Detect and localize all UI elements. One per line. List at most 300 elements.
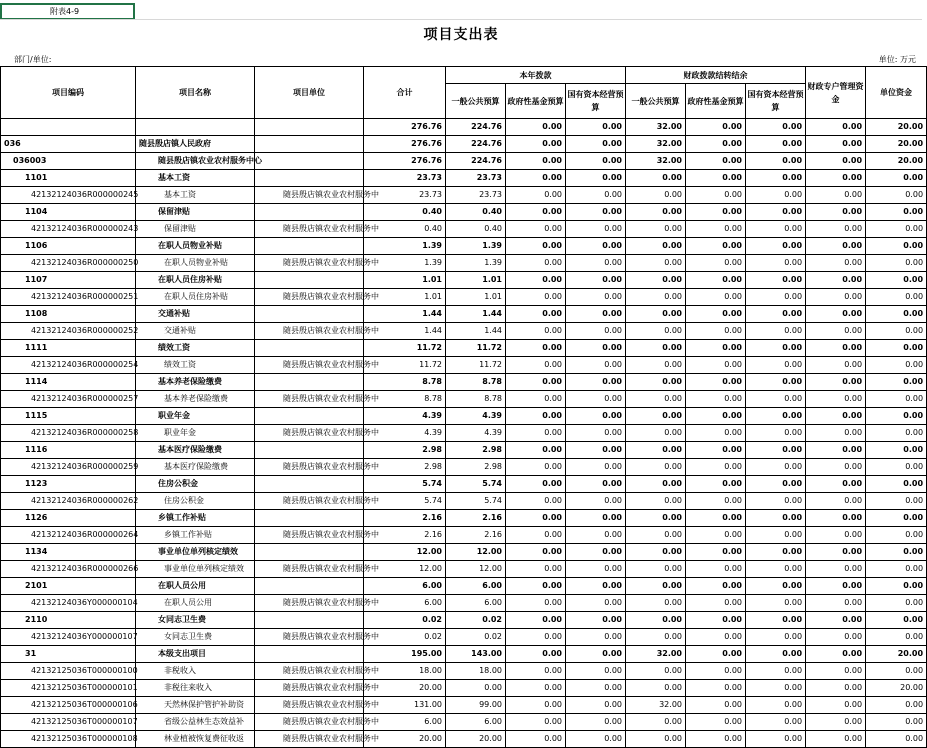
cell-value[interactable]: 224.76 [446,119,506,136]
cell-value[interactable]: 0.00 [866,493,927,510]
cell-value[interactable]: 0.00 [686,136,746,153]
cell-value[interactable]: 0.00 [566,391,626,408]
cell-value[interactable]: 4.39 [446,425,506,442]
cell-value[interactable]: 0.00 [746,595,806,612]
cell-value[interactable]: 0.00 [746,170,806,187]
cell-value[interactable]: 0.00 [686,170,746,187]
cell-value[interactable]: 0.00 [746,544,806,561]
cell-unit[interactable]: 随县殷店镇农业农村服务中 [255,391,364,408]
cell-value[interactable]: 0.00 [686,272,746,289]
cell-value[interactable]: 0.00 [566,221,626,238]
cell-value[interactable]: 0.00 [746,561,806,578]
cell-value[interactable]: 0.00 [866,425,927,442]
cell-value[interactable]: 0.00 [806,442,866,459]
cell-value[interactable]: 0.00 [626,408,686,425]
cell-value[interactable]: 0.00 [626,391,686,408]
cell-name[interactable]: 基本工资 [136,170,255,187]
cell-value[interactable]: 0.00 [866,714,927,731]
cell-value[interactable]: 0.00 [626,187,686,204]
cell-value[interactable]: 0.00 [806,425,866,442]
cell-value[interactable]: 0.00 [566,697,626,714]
cell-value[interactable]: 0.00 [866,221,927,238]
cell-code[interactable]: 42132124036Y000000107 [1,629,136,646]
cell-value[interactable]: 0.00 [746,408,806,425]
cell-value[interactable]: 0.00 [506,272,566,289]
cell-value[interactable]: 1.39 [446,238,506,255]
cell-code[interactable]: 42132124036R000000258 [1,425,136,442]
cell-unit[interactable]: 随县殷店镇农业农村服务中 [255,493,364,510]
cell-value[interactable]: 0.00 [746,442,806,459]
cell-value[interactable]: 143.00 [446,646,506,663]
cell-value[interactable]: 0.00 [566,170,626,187]
cell-code[interactable]: 1134 [1,544,136,561]
cell-value[interactable]: 0.00 [866,629,927,646]
cell-value[interactable]: 0.00 [626,561,686,578]
cell-value[interactable]: 0.00 [566,187,626,204]
cell-value[interactable]: 0.00 [626,357,686,374]
cell-unit[interactable] [255,442,364,459]
cell-value[interactable]: 0.00 [626,272,686,289]
cell-code[interactable]: 31 [1,646,136,663]
cell-value[interactable]: 0.00 [626,544,686,561]
cell-value[interactable]: 0.00 [686,306,746,323]
cell-value[interactable]: 0.00 [566,527,626,544]
cell-value[interactable]: 1.01 [446,272,506,289]
cell-value[interactable]: 0.00 [506,340,566,357]
cell-value[interactable]: 0.00 [806,289,866,306]
cell-value[interactable]: 2.16 [364,527,446,544]
cell-value[interactable]: 195.00 [364,646,446,663]
cell-value[interactable]: 23.73 [446,170,506,187]
cell-value[interactable]: 6.00 [364,578,446,595]
cell-value[interactable]: 0.00 [566,629,626,646]
cell-value[interactable]: 0.00 [746,612,806,629]
cell-code[interactable]: 42132124036R000000252 [1,323,136,340]
cell-value[interactable]: 0.00 [626,527,686,544]
cell-name[interactable]: 基本工资 [136,187,255,204]
cell-unit[interactable]: 随县殷店镇农业农村服务中 [255,629,364,646]
cell-value[interactable]: 0.00 [506,714,566,731]
cell-code[interactable]: 2110 [1,612,136,629]
cell-value[interactable]: 0.00 [866,459,927,476]
cell-value[interactable]: 0.00 [686,459,746,476]
cell-unit[interactable] [255,544,364,561]
cell-value[interactable]: 0.00 [506,459,566,476]
cell-value[interactable]: 1.01 [364,272,446,289]
cell-value[interactable]: 6.00 [364,595,446,612]
cell-value[interactable]: 6.00 [446,578,506,595]
cell-value[interactable]: 2.98 [364,442,446,459]
cell-code[interactable]: 1106 [1,238,136,255]
cell-value[interactable]: 20.00 [364,731,446,748]
cell-unit[interactable] [255,510,364,527]
cell-value[interactable]: 0.00 [866,476,927,493]
cell-value[interactable]: 0.00 [566,544,626,561]
cell-value[interactable]: 0.00 [566,493,626,510]
cell-value[interactable]: 0.40 [364,221,446,238]
cell-name[interactable]: 天然林保护管护补助资 [136,697,255,714]
cell-value[interactable]: 0.00 [506,442,566,459]
cell-code[interactable]: 42132124036R000000257 [1,391,136,408]
cell-name[interactable]: 住房公积金 [136,493,255,510]
cell-name[interactable]: 随县殷店镇农业农村服务中心 [136,153,255,170]
cell-value[interactable]: 4.39 [364,408,446,425]
cell-code[interactable]: 1108 [1,306,136,323]
cell-value[interactable]: 0.00 [866,255,927,272]
cell-value[interactable]: 0.00 [866,527,927,544]
cell-value[interactable]: 0.00 [866,442,927,459]
cell-value[interactable]: 0.00 [686,595,746,612]
cell-value[interactable]: 0.00 [806,476,866,493]
cell-value[interactable]: 5.74 [364,493,446,510]
cell-value[interactable]: 0.00 [506,187,566,204]
cell-value[interactable]: 32.00 [626,153,686,170]
cell-value[interactable]: 0.00 [806,306,866,323]
cell-value[interactable]: 0.00 [626,425,686,442]
cell-code[interactable]: 42132124036R000000266 [1,561,136,578]
cell-value[interactable]: 0.00 [686,187,746,204]
cell-unit[interactable] [255,153,364,170]
cell-value[interactable]: 0.00 [626,510,686,527]
cell-unit[interactable] [255,340,364,357]
cell-unit[interactable]: 随县殷店镇农业农村服务中 [255,459,364,476]
cell-value[interactable]: 0.00 [806,119,866,136]
cell-value[interactable]: 20.00 [364,680,446,697]
cell-unit[interactable]: 随县殷店镇农业农村服务中 [255,595,364,612]
cell-value[interactable]: 20.00 [866,680,927,697]
cell-value[interactable]: 2.98 [446,459,506,476]
cell-value[interactable]: 0.40 [446,204,506,221]
cell-name[interactable]: 保留津贴 [136,204,255,221]
cell-value[interactable]: 0.00 [626,238,686,255]
cell-value[interactable]: 0.00 [566,663,626,680]
cell-code[interactable]: 1101 [1,170,136,187]
cell-value[interactable]: 0.00 [866,272,927,289]
cell-value[interactable]: 0.40 [446,221,506,238]
cell-value[interactable]: 0.00 [566,510,626,527]
cell-value[interactable]: 0.00 [686,578,746,595]
cell-name[interactable]: 在职人员公用 [136,578,255,595]
cell-value[interactable]: 0.00 [626,629,686,646]
cell-value[interactable]: 0.00 [746,204,806,221]
cell-code[interactable]: 1123 [1,476,136,493]
cell-value[interactable]: 0.00 [566,714,626,731]
cell-value[interactable]: 0.00 [686,425,746,442]
cell-unit[interactable] [255,238,364,255]
cell-value[interactable]: 2.98 [364,459,446,476]
cell-value[interactable]: 0.00 [626,493,686,510]
cell-value[interactable]: 0.00 [686,221,746,238]
cell-value[interactable]: 0.00 [866,731,927,748]
cell-value[interactable]: 0.00 [806,493,866,510]
cell-name[interactable]: 随县殷店镇人民政府 [136,136,255,153]
cell-value[interactable]: 224.76 [446,136,506,153]
cell-value[interactable]: 12.00 [364,544,446,561]
cell-value[interactable]: 0.00 [866,663,927,680]
cell-value[interactable]: 0.00 [566,306,626,323]
cell-value[interactable]: 5.74 [364,476,446,493]
cell-value[interactable]: 0.00 [566,731,626,748]
cell-value[interactable]: 0.00 [686,629,746,646]
cell-value[interactable]: 0.00 [746,221,806,238]
cell-value[interactable]: 0.00 [506,578,566,595]
cell-value[interactable]: 0.00 [566,374,626,391]
cell-value[interactable]: 276.76 [364,153,446,170]
cell-value[interactable]: 0.00 [746,255,806,272]
cell-value[interactable]: 0.00 [566,153,626,170]
cell-unit[interactable]: 随县殷店镇农业农村服务中 [255,561,364,578]
cell-value[interactable]: 0.00 [566,476,626,493]
cell-value[interactable]: 0.00 [566,204,626,221]
cell-value[interactable]: 0.00 [566,136,626,153]
selected-cell[interactable]: 附表4-9 [0,3,135,20]
cell-value[interactable]: 0.00 [806,680,866,697]
cell-value[interactable]: 0.00 [806,221,866,238]
cell-value[interactable]: 0.00 [566,340,626,357]
cell-code[interactable]: 42132124036R000000259 [1,459,136,476]
cell-value[interactable]: 0.00 [866,561,927,578]
cell-value[interactable]: 0.00 [746,714,806,731]
cell-value[interactable]: 0.00 [506,357,566,374]
cell-value[interactable]: 0.00 [746,510,806,527]
cell-value[interactable]: 0.00 [866,323,927,340]
cell-unit[interactable]: 随县殷店镇农业农村服务中 [255,289,364,306]
cell-code[interactable]: 2101 [1,578,136,595]
cell-value[interactable]: 0.00 [506,170,566,187]
cell-name[interactable]: 基本医疗保险缴费 [136,459,255,476]
cell-code[interactable]: 1115 [1,408,136,425]
cell-value[interactable]: 0.00 [746,289,806,306]
cell-value[interactable]: 0.00 [566,119,626,136]
cell-value[interactable]: 0.00 [746,187,806,204]
cell-value[interactable]: 0.00 [566,289,626,306]
cell-value[interactable]: 0.00 [806,595,866,612]
cell-value[interactable]: 0.00 [806,510,866,527]
cell-value[interactable]: 0.00 [746,680,806,697]
cell-value[interactable]: 0.00 [566,255,626,272]
cell-value[interactable]: 0.00 [506,255,566,272]
cell-value[interactable]: 1.39 [364,238,446,255]
cell-value[interactable]: 0.00 [686,510,746,527]
cell-value[interactable]: 0.00 [506,680,566,697]
cell-name[interactable]: 交通补贴 [136,323,255,340]
cell-value[interactable]: 0.00 [506,374,566,391]
cell-code[interactable] [1,119,136,136]
cell-value[interactable]: 0.00 [686,153,746,170]
cell-value[interactable]: 0.00 [566,646,626,663]
cell-code[interactable]: 42132124036Y000000104 [1,595,136,612]
cell-value[interactable]: 6.00 [446,714,506,731]
cell-value[interactable]: 0.00 [686,289,746,306]
cell-value[interactable]: 0.00 [806,340,866,357]
cell-value[interactable]: 0.00 [806,323,866,340]
cell-value[interactable]: 0.00 [866,408,927,425]
cell-name[interactable]: 基本医疗保险缴费 [136,442,255,459]
cell-value[interactable]: 1.39 [446,255,506,272]
cell-value[interactable]: 0.00 [686,544,746,561]
cell-value[interactable]: 0.00 [626,340,686,357]
cell-code[interactable]: 42132124036R000000262 [1,493,136,510]
cell-value[interactable]: 8.78 [446,391,506,408]
cell-value[interactable]: 0.00 [626,680,686,697]
cell-name[interactable]: 乡镇工作补贴 [136,510,255,527]
cell-value[interactable]: 0.00 [506,119,566,136]
cell-value[interactable]: 1.44 [364,306,446,323]
cell-name[interactable]: 女同志卫生费 [136,629,255,646]
cell-value[interactable]: 5.74 [446,476,506,493]
cell-value[interactable]: 0.00 [506,544,566,561]
cell-unit[interactable]: 随县殷店镇农业农村服务中 [255,731,364,748]
cell-value[interactable]: 0.00 [746,476,806,493]
cell-value[interactable]: 0.00 [806,714,866,731]
cell-value[interactable]: 4.39 [364,425,446,442]
cell-value[interactable]: 0.00 [806,238,866,255]
cell-value[interactable]: 0.00 [506,136,566,153]
cell-value[interactable]: 0.00 [806,544,866,561]
cell-unit[interactable] [255,170,364,187]
cell-value[interactable]: 0.00 [626,612,686,629]
cell-value[interactable]: 0.00 [866,289,927,306]
cell-value[interactable]: 0.00 [806,153,866,170]
cell-name[interactable]: 在职人员物业补贴 [136,255,255,272]
cell-value[interactable]: 131.00 [364,697,446,714]
cell-name[interactable]: 在职人员公用 [136,595,255,612]
cell-value[interactable]: 0.00 [686,731,746,748]
cell-value[interactable]: 12.00 [446,561,506,578]
cell-name[interactable]: 在职人员住房补贴 [136,289,255,306]
cell-value[interactable]: 0.00 [806,272,866,289]
cell-name[interactable]: 在职人员住房补贴 [136,272,255,289]
cell-value[interactable]: 0.00 [686,493,746,510]
cell-value[interactable]: 0.00 [866,306,927,323]
cell-code[interactable]: 42132124036R000000250 [1,255,136,272]
cell-unit[interactable]: 随县殷店镇农业农村服务中 [255,187,364,204]
cell-value[interactable]: 0.00 [866,595,927,612]
cell-name[interactable]: 本级支出项目 [136,646,255,663]
cell-value[interactable]: 20.00 [866,153,927,170]
cell-value[interactable]: 1.39 [364,255,446,272]
cell-value[interactable]: 0.00 [626,289,686,306]
cell-value[interactable]: 0.00 [566,561,626,578]
cell-name[interactable]: 女同志卫生费 [136,612,255,629]
cell-value[interactable]: 23.73 [364,170,446,187]
cell-unit[interactable] [255,578,364,595]
cell-value[interactable]: 0.00 [806,204,866,221]
cell-value[interactable]: 0.00 [506,238,566,255]
cell-value[interactable]: 0.00 [806,697,866,714]
cell-value[interactable]: 0.00 [506,221,566,238]
cell-value[interactable]: 8.78 [364,391,446,408]
cell-value[interactable]: 0.00 [506,391,566,408]
cell-unit[interactable]: 随县殷店镇农业农村服务中 [255,714,364,731]
cell-value[interactable]: 0.00 [806,459,866,476]
cell-value[interactable]: 0.00 [566,612,626,629]
cell-unit[interactable]: 随县殷店镇农业农村服务中 [255,357,364,374]
cell-code[interactable]: 1111 [1,340,136,357]
cell-value[interactable]: 0.00 [566,680,626,697]
cell-code[interactable]: 42132124036R000000245 [1,187,136,204]
cell-value[interactable]: 0.00 [686,646,746,663]
cell-name[interactable]: 乡镇工作补贴 [136,527,255,544]
cell-value[interactable]: 276.76 [364,136,446,153]
cell-code[interactable]: 1114 [1,374,136,391]
cell-value[interactable]: 0.00 [686,561,746,578]
cell-value[interactable]: 0.00 [686,374,746,391]
cell-value[interactable]: 0.00 [506,646,566,663]
cell-code[interactable]: 1116 [1,442,136,459]
cell-value[interactable]: 0.00 [806,629,866,646]
cell-value[interactable]: 0.00 [626,170,686,187]
cell-value[interactable]: 0.00 [746,306,806,323]
cell-value[interactable]: 20.00 [866,119,927,136]
cell-code[interactable]: 1104 [1,204,136,221]
cell-value[interactable]: 4.39 [446,408,506,425]
cell-name[interactable]: 非税往来收入 [136,680,255,697]
cell-value[interactable]: 0.00 [746,578,806,595]
cell-value[interactable]: 0.00 [746,153,806,170]
cell-value[interactable]: 20.00 [866,136,927,153]
cell-value[interactable]: 0.00 [866,544,927,561]
cell-name[interactable]: 非税收入 [136,663,255,680]
cell-value[interactable]: 23.73 [364,187,446,204]
cell-value[interactable]: 0.00 [866,510,927,527]
cell-value[interactable]: 0.00 [566,408,626,425]
cell-value[interactable]: 2.16 [364,510,446,527]
cell-value[interactable]: 0.00 [686,238,746,255]
cell-value[interactable]: 0.00 [506,510,566,527]
cell-name[interactable]: 住房公积金 [136,476,255,493]
cell-value[interactable]: 0.00 [686,204,746,221]
cell-value[interactable]: 0.00 [686,663,746,680]
cell-value[interactable]: 0.00 [506,476,566,493]
cell-value[interactable]: 0.00 [806,527,866,544]
cell-value[interactable]: 6.00 [446,595,506,612]
cell-code[interactable]: 1126 [1,510,136,527]
cell-value[interactable]: 12.00 [364,561,446,578]
cell-code[interactable]: 42132125036T000000100 [1,663,136,680]
cell-value[interactable]: 1.01 [446,289,506,306]
cell-value[interactable]: 0.00 [626,221,686,238]
cell-value[interactable]: 0.00 [746,527,806,544]
cell-name[interactable]: 职业年金 [136,425,255,442]
cell-value[interactable]: 0.00 [446,680,506,697]
cell-value[interactable]: 0.00 [806,561,866,578]
cell-code[interactable]: 42132125036T000000101 [1,680,136,697]
cell-name[interactable]: 基本养老保险缴费 [136,391,255,408]
cell-value[interactable]: 23.73 [446,187,506,204]
cell-value[interactable]: 0.02 [364,629,446,646]
cell-value[interactable]: 18.00 [364,663,446,680]
cell-code[interactable]: 1107 [1,272,136,289]
cell-value[interactable]: 0.00 [746,272,806,289]
cell-unit[interactable]: 随县殷店镇农业农村服务中 [255,697,364,714]
cell-value[interactable]: 0.00 [806,578,866,595]
cell-unit[interactable] [255,476,364,493]
cell-value[interactable]: 0.00 [806,357,866,374]
cell-value[interactable]: 1.44 [446,323,506,340]
cell-value[interactable]: 0.00 [746,391,806,408]
cell-value[interactable]: 0.00 [746,238,806,255]
cell-value[interactable]: 0.00 [686,680,746,697]
cell-value[interactable]: 0.00 [806,391,866,408]
cell-unit[interactable] [255,119,364,136]
cell-value[interactable]: 0.00 [746,136,806,153]
cell-value[interactable]: 0.40 [364,204,446,221]
cell-value[interactable]: 0.00 [746,323,806,340]
cell-value[interactable]: 0.00 [566,357,626,374]
cell-value[interactable]: 0.00 [626,476,686,493]
cell-value[interactable]: 0.00 [506,493,566,510]
